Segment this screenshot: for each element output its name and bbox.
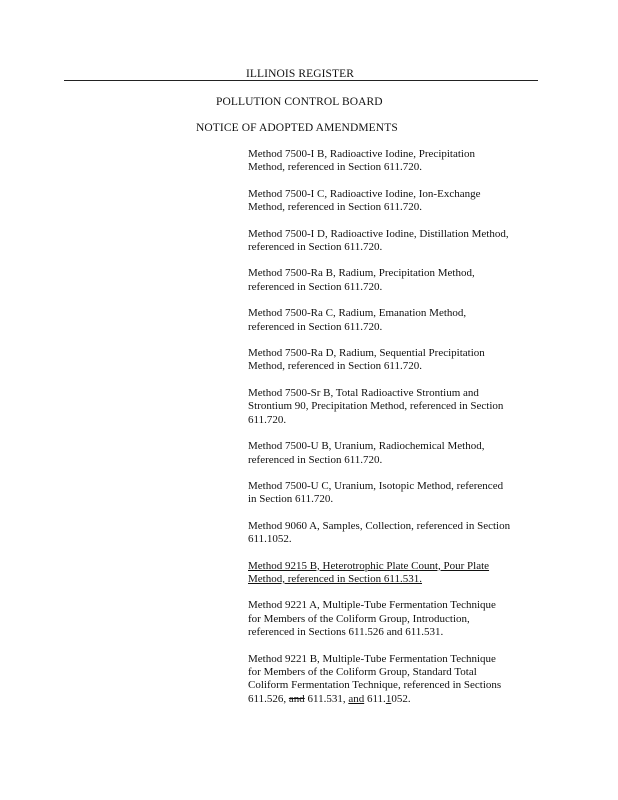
register-title: ILLINOIS REGISTER — [246, 68, 355, 80]
entry-line: Method 9221 A, Multiple-Tube Fermentation Technique — [248, 599, 496, 612]
method-entry — [248, 307, 548, 334]
entry-line: Method 7500-Ra C, Radium, Emanation Method, — [248, 307, 467, 320]
method-entry-partially-amended — [248, 520, 548, 547]
method-entry — [248, 228, 548, 255]
entry-line: referenced in Section 611.720. — [248, 241, 383, 254]
text-segment: 611. — [364, 692, 386, 705]
entry-line: 611.1052. — [248, 533, 292, 546]
method-entry — [248, 267, 548, 294]
entry-line: Method, referenced in Section 611.720. — [248, 360, 423, 373]
method-entry — [248, 148, 548, 175]
entry-line: Method 7500-I D, Radioactive Iodine, Distillation Method, — [248, 227, 509, 240]
entry-line: Method 7500-Ra D, Radium, Sequential Precipitation — [248, 347, 485, 360]
text-segment: 052. — [391, 692, 411, 705]
entry-line: Method 7500-U C, Uranium, Isotopic Method, referenced — [248, 479, 504, 492]
entry-line: referenced in Section 611.720. — [248, 320, 383, 333]
entry-line: Method, referenced in Section 611.720. — [248, 201, 423, 214]
entry-line: 611.720. — [248, 413, 287, 426]
text-segment: 611.526, — [248, 692, 289, 705]
entry-line: Method 7500-I C, Radioactive Iodine, Ion-Exchange — [248, 187, 481, 200]
entry-line: Method 7500-U B, Uranium, Radiochemical Method, — [248, 440, 485, 453]
entry-line: Method, referenced in Section 611.531. — [248, 572, 423, 585]
entry-line: Method, referenced in Section 611.720. — [248, 161, 423, 174]
method-entry — [248, 188, 548, 215]
entry-line: Method 9221 B, Multiple-Tube Fermentation Technique — [248, 652, 496, 665]
entry-line: Coliform Fermentation Technique, referenced in Sections — [248, 679, 502, 692]
entry-line: for Members of the Coliform Group, Standard Total — [248, 665, 477, 678]
method-entry — [248, 347, 548, 374]
entry-line: Method 7500-Ra B, Radium, Precipitation Method, — [248, 267, 475, 280]
inserted-text: 1 — [385, 692, 392, 705]
method-list — [248, 148, 548, 719]
inserted-text: and — [348, 692, 365, 705]
entry-line: Method 7500-Sr B, Total Radioactive Strontium and — [248, 386, 479, 399]
method-entry — [248, 440, 548, 467]
entry-line: Method 7500-I B, Radioactive Iodine, Precipitation — [248, 148, 475, 160]
entry-line: for Members of the Coliform Group, Introduction, — [248, 612, 470, 625]
entry-line: referenced in Sections 611.526 and 611.531. — [248, 626, 444, 639]
header-rule — [64, 80, 538, 81]
method-entry — [248, 599, 548, 639]
entry-line: referenced in Section 611.720. — [248, 280, 383, 293]
entry-line: in Section 611.720. — [248, 493, 334, 506]
method-entry-amended — [248, 653, 548, 707]
entry-line: Strontium 90, Precipitation Method, referenced in Section — [248, 400, 504, 413]
entry-line: Method 9215 B, Heterotrophic Plate Count, Pour Plate — [248, 559, 490, 572]
notice-title: NOTICE OF ADOPTED AMENDMENTS — [196, 122, 398, 134]
deleted-text: and — [288, 692, 305, 705]
method-entry-added — [248, 560, 548, 587]
board-title: POLLUTION CONTROL BOARD — [216, 96, 383, 108]
method-entry — [248, 480, 548, 507]
entry-line: Method 9060 A, Samples, Collection, referenced in Section — [248, 519, 511, 532]
entry-line: referenced in Section 611.720. — [248, 453, 383, 466]
entry-line-amended — [248, 693, 548, 706]
text-segment: 611.531, — [304, 692, 349, 705]
method-entry — [248, 387, 548, 427]
